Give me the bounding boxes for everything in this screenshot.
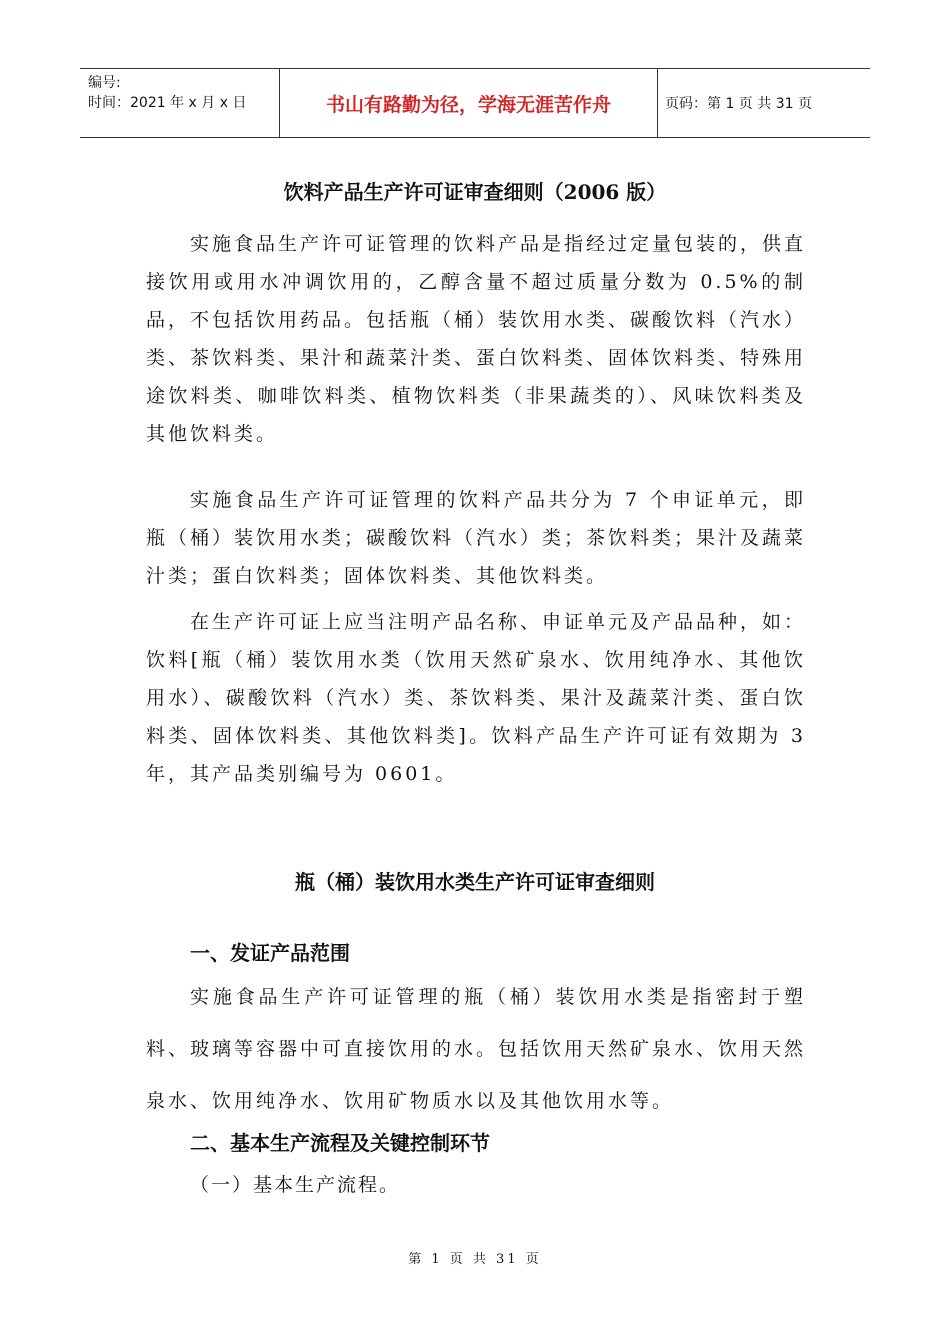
header-motto: 书山有路勤为径，学海无涯苦作舟 (280, 69, 658, 137)
document-time: 时间：2021 年 x 月 x 日 (88, 95, 247, 111)
document-number-label: 编号: (88, 75, 121, 91)
license-paragraph: 在生产许可证上应当注明产品名称、申证单元及产品品种，如：饮料[瓶（桶）装饮用水类（饮用天然矿泉水、饮用纯净水、其他饮用水）、碳酸饮料（汽水）类、茶饮料类、果汁及蔬菜汁类、蛋白饮料类、固体饮料类、其他饮料类]。饮料产品生产许可证有效期为 3 年，其产品类别编号为 0601。 (146, 611, 807, 785)
page-header (80, 68, 870, 138)
header-page-code: 页码：第 1 页 共 31 页 (665, 96, 812, 112)
units-paragraph: 实施食品生产许可证管理的饮料产品共分为 7 个申证单元，即瓶（桶）装饮用水类；碳酸饮料（汽水）类；茶饮料类；果汁及蔬菜汁类；蛋白饮料类；固体饮料类、其他饮料类。 (146, 489, 807, 587)
page-footer: 第 1 页 共 31 页 (408, 1252, 542, 1267)
section-title: 瓶（桶）装饮用水类生产许可证审查细则 (295, 870, 655, 894)
heading-process: 二、基本生产流程及关键控制环节 (190, 1131, 490, 1155)
sub-heading-process: （一）基本生产流程。 (190, 1174, 401, 1196)
document-title: 饮料产品生产许可证审查细则（2006 版） (283, 180, 667, 204)
heading-scope: 一、发证产品范围 (190, 941, 350, 965)
scope-paragraph: 实施食品生产许可证管理的瓶（桶）装饮用水类是指密封于塑料、玻璃等容器中可直接饮用的水。包括饮用天然矿泉水、饮用天然泉水、饮用纯净水、饮用矿物质水以及其他饮用水等。 (146, 986, 807, 1112)
intro-paragraph: 实施食品生产许可证管理的饮料产品是指经过定量包装的，供直接饮用或用水冲调饮用的，乙醇含量不超过质量分数为 0.5%的制品，不包括饮用药品。包括瓶（桶）装饮用水类、碳酸饮料（汽水）类、茶饮料类、果汁和蔬菜汁类、蛋白饮料类、固体饮料类、特殊用途饮料类、咖啡饮料类、植物饮料类（非果蔬类的）、风味饮料类及其他饮料类。 (146, 233, 807, 445)
header-meta (80, 69, 280, 137)
